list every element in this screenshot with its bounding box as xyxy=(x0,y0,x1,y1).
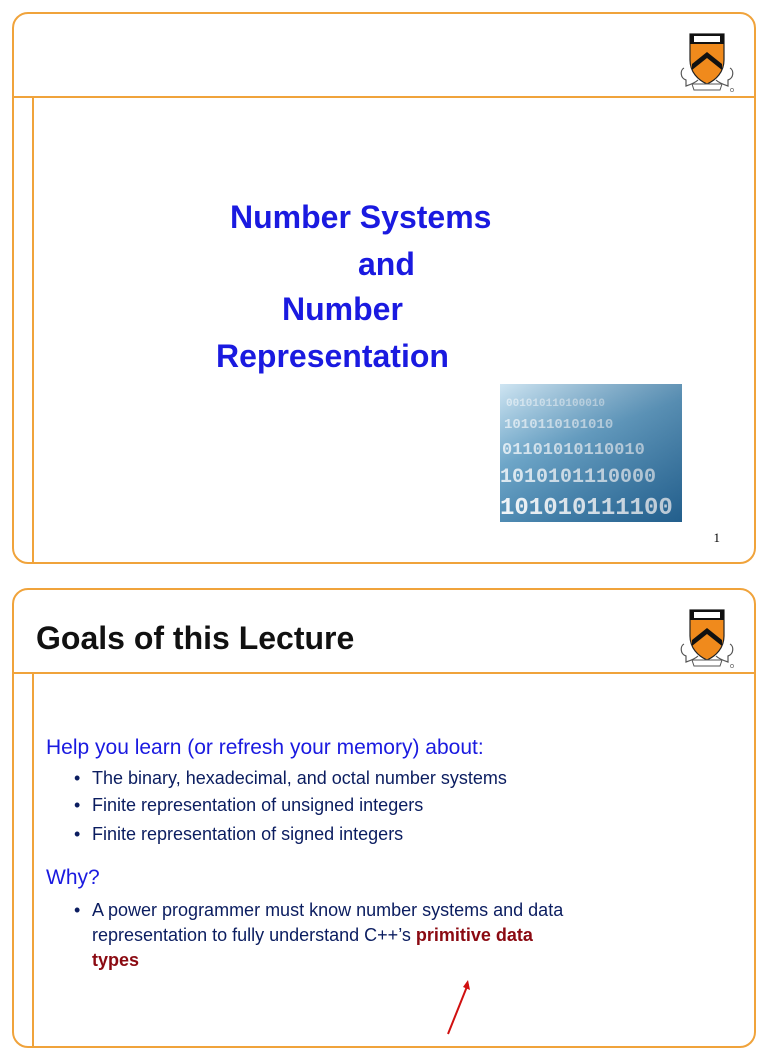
bullet-item xyxy=(74,768,507,789)
why-line-2-text: representation to fully understand C++’s xyxy=(92,925,416,945)
highlight-text: types xyxy=(92,950,140,970)
slide-1 xyxy=(12,12,756,564)
slide-2 xyxy=(12,588,756,1048)
bullet-text: Finite representation of signed integers xyxy=(92,824,404,844)
bullet-icon: • xyxy=(74,768,81,788)
why-line-1: A power programmer must know number systems and data xyxy=(92,900,564,920)
bullet-icon: • xyxy=(74,824,81,844)
bullet-icon: • xyxy=(74,795,81,815)
princeton-shield-icon xyxy=(678,26,736,96)
why-heading: Why? xyxy=(46,866,100,889)
bullet-item xyxy=(74,795,423,816)
princeton-shield-icon xyxy=(678,602,736,672)
why-line-3 xyxy=(92,950,139,971)
title-line-1: Number Systems xyxy=(230,199,492,235)
bullet-text: Finite representation of unsigned integers xyxy=(92,795,424,815)
highlight-text: primitive data xyxy=(415,925,533,945)
left-rule xyxy=(32,672,34,1046)
why-line-2 xyxy=(92,925,533,946)
header-divider xyxy=(14,96,754,98)
bullet-item xyxy=(74,824,403,845)
title-line-3: Number xyxy=(282,291,403,327)
page-number: 1 xyxy=(713,530,720,545)
bullet-icon: • xyxy=(74,900,81,920)
slide-2-title: Goals of this Lecture xyxy=(36,620,355,656)
why-bullet xyxy=(74,900,563,921)
header-divider xyxy=(14,672,754,674)
title-line-2: and xyxy=(358,246,415,282)
left-rule xyxy=(32,96,34,562)
title-line-4: Representation xyxy=(216,338,449,374)
arrow-icon xyxy=(434,976,484,1036)
bullet-text: The binary, hexadecimal, and octal number systems xyxy=(92,768,507,788)
intro-text: Help you learn (or refresh your memory) about: xyxy=(46,736,484,759)
binary-digits-image xyxy=(500,384,682,522)
